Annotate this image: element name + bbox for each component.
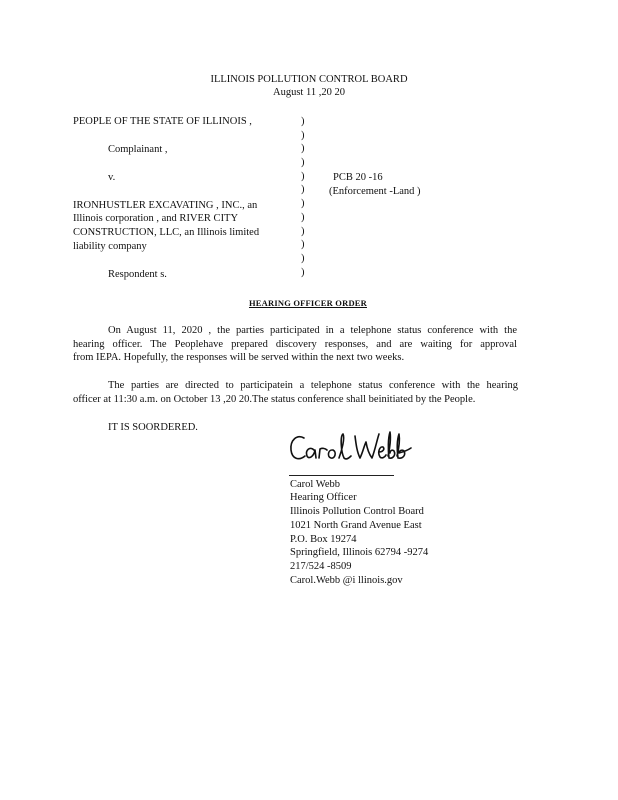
paragraph-line: The parties are directed to participatein a telephone status conference with the hearing xyxy=(108,380,518,391)
caption-paren: ) xyxy=(301,266,305,278)
so-ordered: IT IS SOORDERED. xyxy=(108,422,198,433)
signer-email: Carol.Webb @i llinois.gov xyxy=(290,575,403,586)
respondent-line: Illinois corporation , and RIVER CITY xyxy=(73,213,239,224)
paragraph-line: from IEPA. Hopefully, the responses will be served within the next two weeks. xyxy=(73,352,405,364)
respondent-label: Respondent s. xyxy=(108,269,167,280)
caption-paren: ) xyxy=(301,198,305,210)
caption-paren: ) xyxy=(301,225,305,237)
caption-paren: ) xyxy=(301,184,305,196)
paragraph-line: On August 11, 2020 , the parties participated in a telephone status conference with the xyxy=(108,325,517,336)
respondent-line: CONSTRUCTION, LLC, an Illinois limited xyxy=(73,227,260,238)
complainant-name: PEOPLE OF THE STATE OF ILLINOIS , xyxy=(73,116,252,127)
complainant-label: Complainant , xyxy=(108,144,168,155)
caption-paren: ) xyxy=(301,143,305,155)
caption-paren: ) xyxy=(301,239,305,251)
signer-name: Carol Webb xyxy=(290,479,340,490)
signer-po-box: P.O. Box 19274 xyxy=(290,534,357,545)
caption-paren: ) xyxy=(301,252,305,264)
caption-paren: ) xyxy=(301,170,305,182)
respondent-line: IRONHUSTLER EXCAVATING , INC., an xyxy=(73,200,258,211)
signature-line xyxy=(289,475,394,476)
case-type: (Enforcement -Land ) xyxy=(329,186,421,197)
signer-title: Hearing Officer xyxy=(290,492,357,503)
signer-phone: 217/524 -8509 xyxy=(290,561,352,572)
caption-paren-column xyxy=(301,115,309,279)
signer-address: 1021 North Grand Avenue East xyxy=(290,520,422,531)
caption-paren: ) xyxy=(301,129,305,141)
order-date: August 11 ,20 20 xyxy=(273,87,345,98)
body-paragraph-2 xyxy=(73,379,523,406)
signer-agency: Illinois Pollution Control Board xyxy=(290,506,424,517)
paragraph-line: hearing officer. The Peoplehave prepared discovery responses, and are waiting for approval xyxy=(73,338,517,350)
handwritten-signature xyxy=(287,428,417,470)
agency-heading: ILLINOIS POLLUTION CONTROL BOARD xyxy=(210,74,408,85)
caption-paren: ) xyxy=(301,157,305,169)
versus-label: v. xyxy=(108,172,116,183)
case-number: PCB 20 -16 xyxy=(333,172,383,183)
body-paragraph-1 xyxy=(73,324,517,365)
caption-paren: ) xyxy=(301,116,305,127)
paragraph-line: officer at 11:30 a.m. on October 13 ,20 20.The status conference shall beinitiated by the People. xyxy=(73,393,476,405)
order-title: HEARING OFFICER ORDER xyxy=(248,298,367,308)
respondent-line: liability company xyxy=(73,241,147,252)
caption-paren: ) xyxy=(301,211,305,223)
signer-city: Springfield, Illinois 62794 -9274 xyxy=(290,547,429,558)
